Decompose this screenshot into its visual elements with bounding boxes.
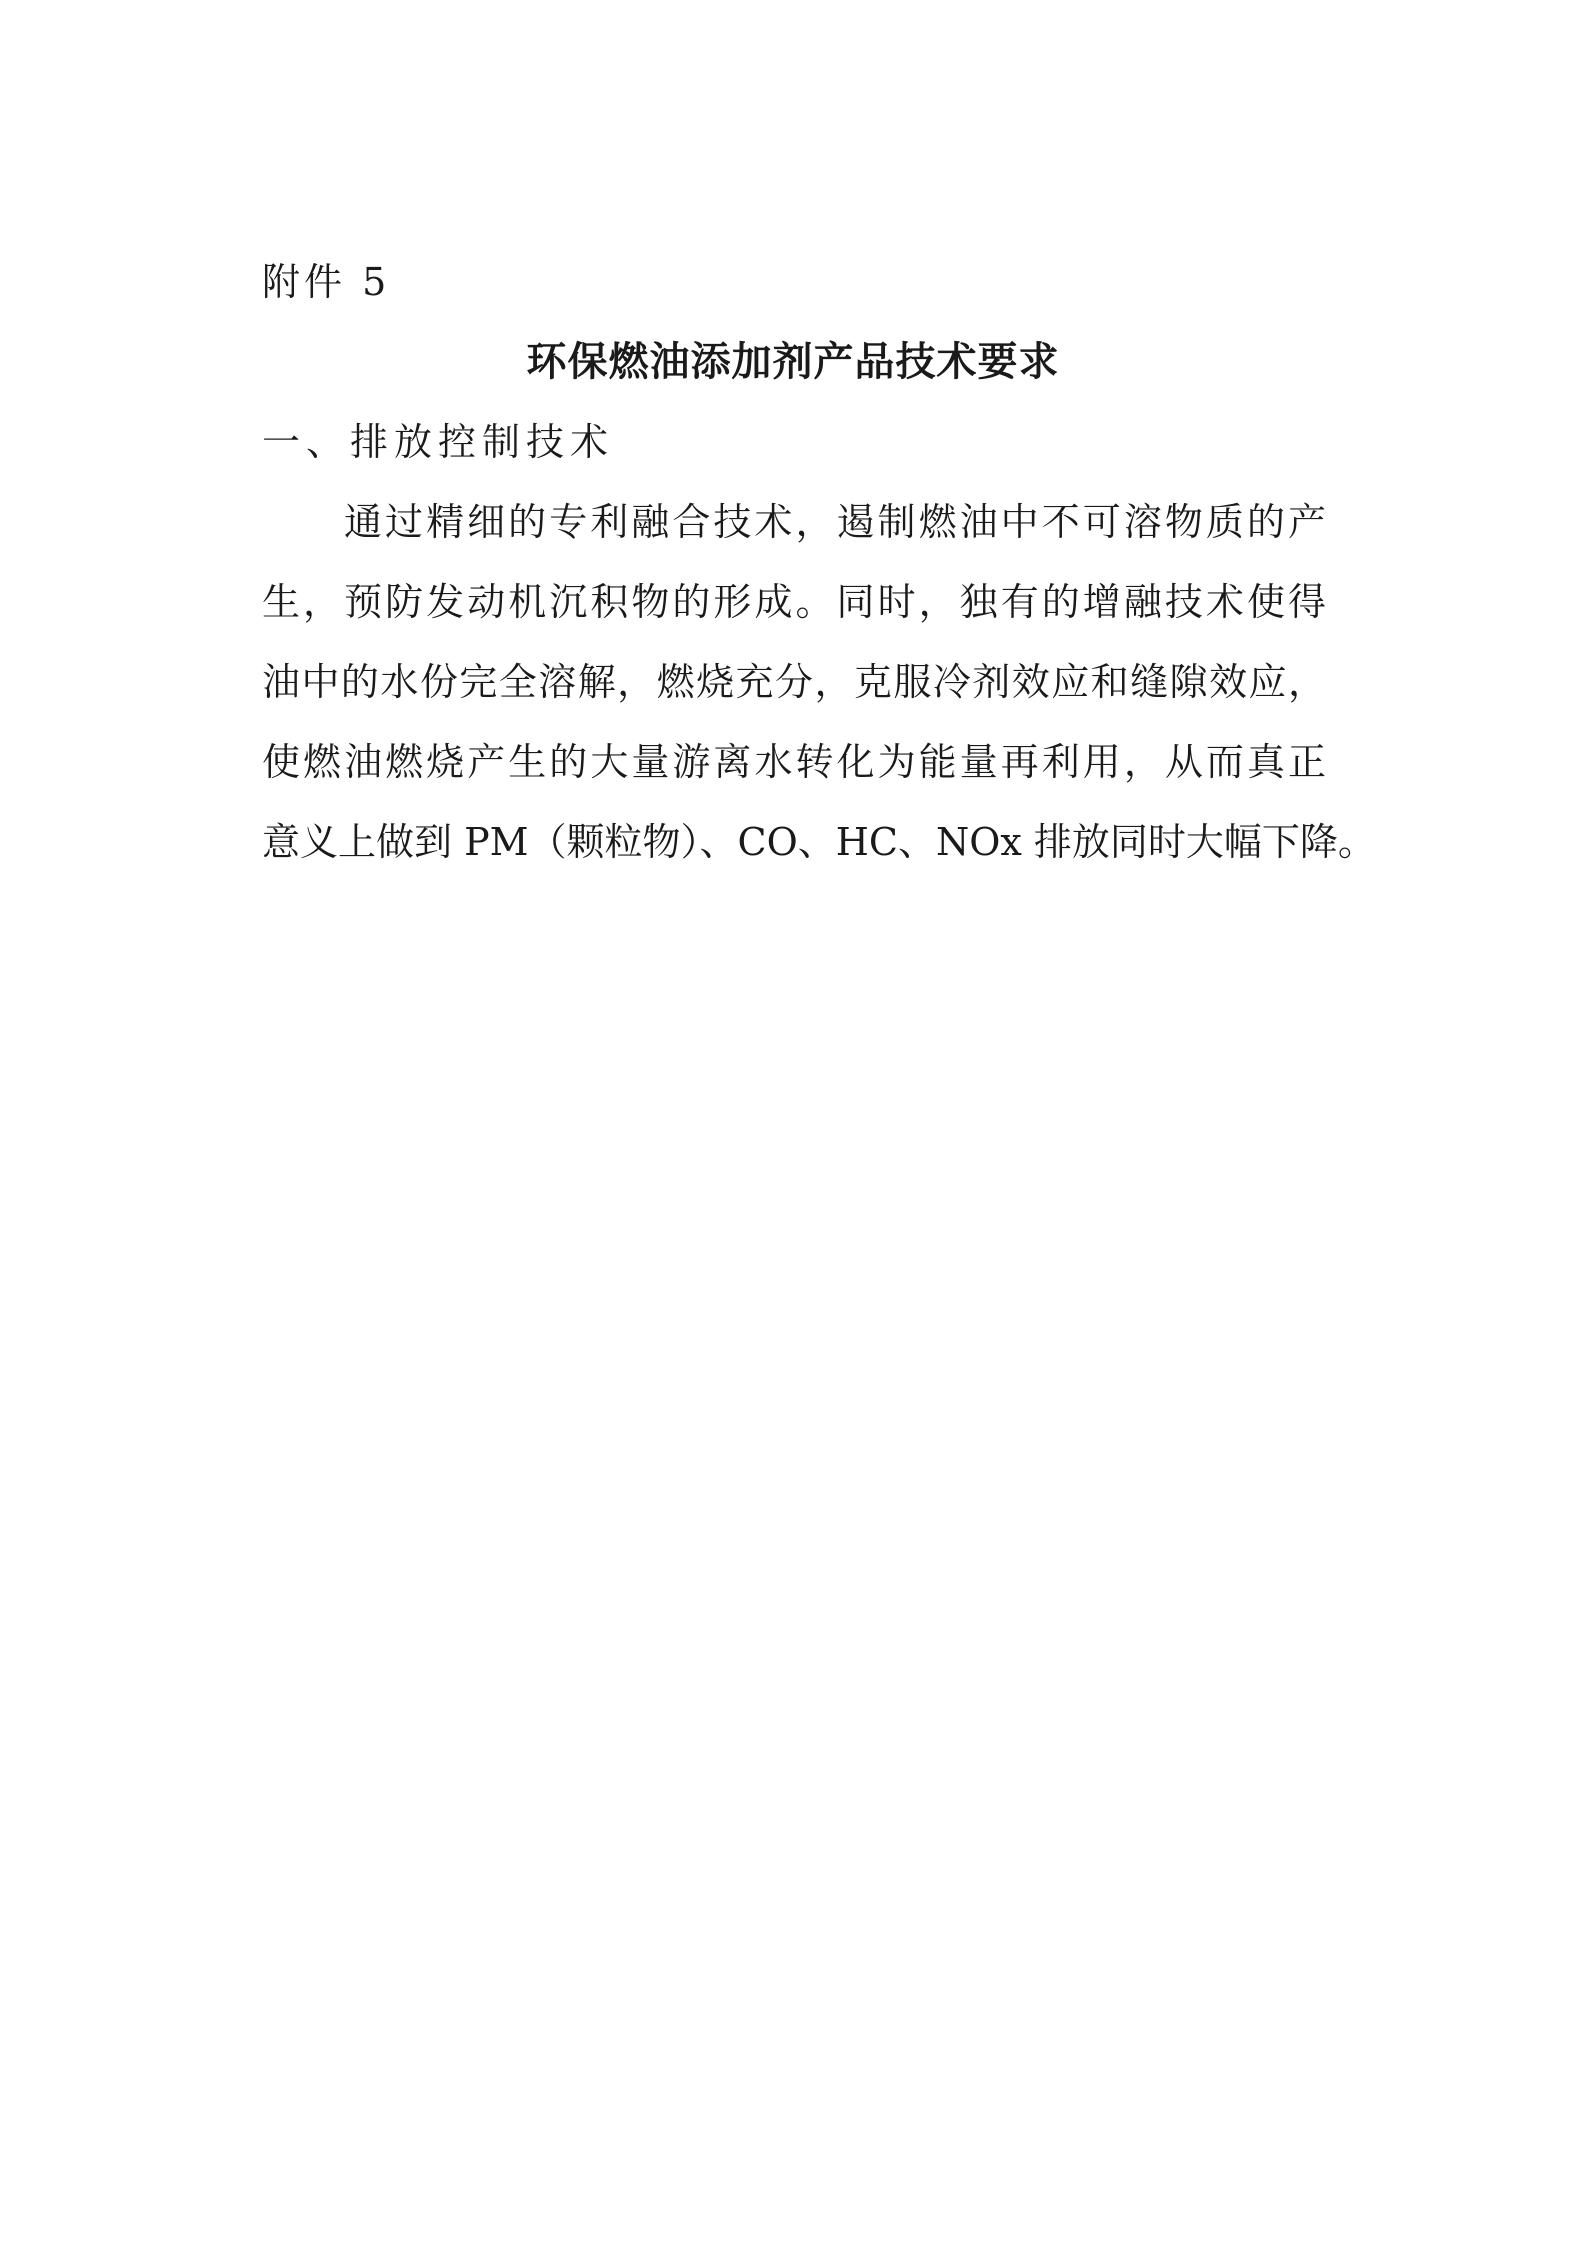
paragraph-line: 生，预防发动机沉积物的形成。同时，独有的增融技术使得: [262, 580, 1326, 624]
paragraph-line: 通过精细的专利融合技术，遏制燃油中不可溶物质的产: [344, 500, 1326, 544]
paragraph-line: 意义上做到 PM（颗粒物）、CO、HC、NOx 排放同时大幅下降。: [262, 820, 1376, 864]
page-title: 环保燃油添加剂产品技术要求: [526, 338, 1060, 385]
attachment-label: 附件 5: [262, 260, 391, 304]
paragraph-line: 使燃油燃烧产生的大量游离水转化为能量再利用，从而真正: [262, 740, 1326, 784]
section-heading: 一、排放控制技术: [262, 420, 615, 464]
paragraph-line: 油中的水份完全溶解，燃烧充分，克服冷剂效应和缝隙效应，: [262, 660, 1326, 704]
